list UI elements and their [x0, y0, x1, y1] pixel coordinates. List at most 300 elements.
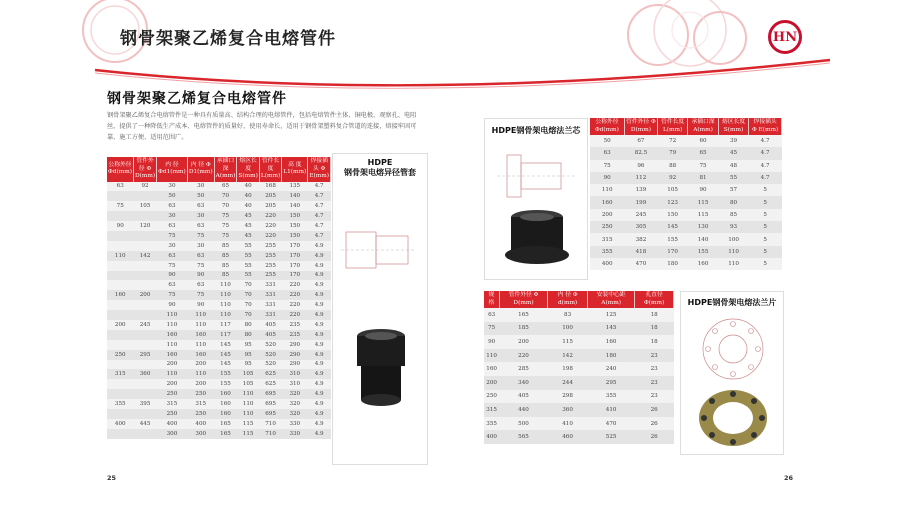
product-subtitle: 钢骨架电熔异径管套	[344, 168, 416, 177]
table-cell: 50	[157, 191, 188, 201]
table-cell: 96	[624, 160, 657, 172]
table-cell: 85	[214, 241, 237, 251]
flange-core-photo	[497, 207, 577, 277]
table-cell: 117	[214, 330, 237, 340]
table-cell: 298	[548, 390, 588, 404]
table-cell	[107, 191, 133, 201]
flange-core-drawing	[487, 145, 587, 205]
table-cell: 400	[157, 419, 188, 429]
table-cell: 185	[499, 322, 547, 336]
table-row	[107, 221, 331, 231]
table-row	[107, 340, 331, 350]
table-cell: 140	[688, 233, 719, 245]
table-cell: 55	[237, 241, 260, 251]
table-cell: 110	[214, 310, 237, 320]
table-cell: 331	[259, 280, 281, 290]
table-row	[107, 350, 331, 360]
table-cell: 405	[259, 330, 281, 340]
table-cell: 110	[237, 399, 260, 409]
table-cell: 355	[590, 246, 624, 258]
table-cell: 63	[484, 308, 499, 322]
table-cell: 55	[237, 261, 260, 271]
table-cell: 90	[187, 271, 214, 281]
table-row	[484, 362, 674, 376]
table-cell: 145	[658, 221, 688, 233]
table-cell: 150	[282, 231, 308, 241]
table-cell: 55	[237, 271, 260, 281]
table-cell: 155	[688, 246, 719, 258]
table-cell	[133, 310, 156, 320]
table-cell: 63	[157, 280, 188, 290]
table-cell: 180	[658, 258, 688, 270]
col-header: 管件长度 L(mm)	[658, 118, 688, 135]
table-row	[107, 182, 331, 192]
table-cell: 75	[484, 322, 499, 336]
table-cell: 4.9	[308, 389, 331, 399]
table-cell: 4.9	[308, 369, 331, 379]
table-cell: 110	[237, 409, 260, 419]
table-cell: 26	[635, 403, 674, 417]
table-cell: 400	[590, 258, 624, 270]
table-row	[107, 320, 331, 330]
table-cell	[107, 300, 133, 310]
spec-table-flange-core	[590, 118, 782, 270]
table-cell: 67	[624, 135, 657, 147]
table-row	[107, 191, 331, 201]
table-cell: 110	[157, 340, 188, 350]
table-cell: 170	[658, 246, 688, 258]
table-cell: 142	[133, 251, 156, 261]
table-cell: 250	[590, 221, 624, 233]
table-cell	[133, 271, 156, 281]
table-cell: 55	[718, 172, 748, 184]
spec-table-reducer	[107, 157, 331, 439]
table-cell: 315	[107, 369, 133, 379]
header-title: 钢骨架聚乙烯复合电熔管件	[120, 29, 336, 49]
table-cell: 200	[484, 376, 499, 390]
table-cell: 295	[133, 350, 156, 360]
table-row	[107, 409, 331, 419]
table-row	[107, 419, 331, 429]
table-cell: 170	[282, 271, 308, 281]
table-cell: 4.7	[308, 231, 331, 241]
table-cell: 85	[214, 251, 237, 261]
table-row	[107, 310, 331, 320]
table-cell: 75	[214, 231, 237, 241]
table-cell: 95	[237, 350, 260, 360]
table-cell: 39	[718, 135, 748, 147]
table-cell: 250	[157, 409, 188, 419]
table-cell: 330	[282, 429, 308, 439]
table-cell: 45	[718, 147, 748, 159]
section-title: 钢骨架聚乙烯复合电熔管件	[107, 91, 287, 107]
table-cell: 200	[157, 379, 188, 389]
reducer-drawing	[336, 214, 426, 284]
table-body	[484, 308, 674, 444]
table-cell: 110	[718, 258, 748, 270]
table-row	[107, 251, 331, 261]
table-row	[107, 399, 331, 409]
table-cell: 30	[187, 211, 214, 221]
table-row	[590, 160, 782, 172]
table-cell: 115	[237, 419, 260, 429]
table-cell	[107, 280, 133, 290]
table-cell: 199	[624, 196, 657, 208]
table-cell: 40	[237, 191, 260, 201]
table-cell: 75	[157, 261, 188, 271]
table-cell: 70	[214, 191, 237, 201]
table-cell: 4.9	[308, 409, 331, 419]
table-cell: 110	[157, 369, 188, 379]
table-cell: 93	[718, 221, 748, 233]
table-cell: 160	[214, 409, 237, 419]
col-header: 管件长度 L(mm)	[259, 157, 281, 182]
table-row	[590, 221, 782, 233]
table-cell: 150	[282, 221, 308, 231]
table-header-row	[590, 118, 782, 135]
table-cell: 50	[187, 191, 214, 201]
table-cell: 170	[282, 241, 308, 251]
table-cell: 200	[590, 209, 624, 221]
table-cell: 4.9	[308, 241, 331, 251]
table-cell: 110	[214, 300, 237, 310]
table-cell: 285	[499, 362, 547, 376]
table-cell: 170	[282, 251, 308, 261]
table-row	[107, 211, 331, 221]
table-cell: 105	[133, 201, 156, 211]
table-cell: 45	[237, 231, 260, 241]
table-cell: 110	[157, 320, 188, 330]
table-cell: 445	[133, 419, 156, 429]
table-cell: 155	[658, 233, 688, 245]
table-cell: 63	[157, 221, 188, 231]
table-cell: 355	[107, 399, 133, 409]
table-row	[107, 300, 331, 310]
table-cell: 355	[484, 417, 499, 431]
table-cell: 300	[157, 429, 188, 439]
table-cell: 4.9	[308, 399, 331, 409]
table-cell: 695	[259, 409, 281, 419]
table-cell: 250	[187, 389, 214, 399]
table-cell: 145	[214, 340, 237, 350]
table-cell: 75	[187, 261, 214, 271]
table-cell: 220	[259, 211, 281, 221]
table-cell	[133, 261, 156, 271]
table-cell: 40	[237, 201, 260, 211]
table-cell: 92	[658, 172, 688, 184]
table-cell: 220	[259, 221, 281, 231]
table-cell: 90	[484, 335, 499, 349]
table-cell: 75	[214, 221, 237, 231]
table-cell: 150	[658, 209, 688, 221]
table-cell	[133, 429, 156, 439]
table-cell	[107, 409, 133, 419]
table-cell: 250	[484, 390, 499, 404]
table-cell	[133, 300, 156, 310]
section-intro: 钢骨架聚乙烯复合电熔管件是一种具有质量高、结构合理的电熔管件，包括电熔管件主体、铜电极、观察孔、电阻丝，提供了一种降低生产成本、电熔管件的质量好、使用寿命长，适用于钢骨架塑料复合管道的连接，熔接牢固可靠、施工方便、适用范围广。	[107, 112, 417, 141]
table-row	[484, 335, 674, 349]
table-cell	[133, 241, 156, 251]
table-cell: 4.9	[308, 310, 331, 320]
table-cell: 331	[259, 290, 281, 300]
table-cell: 360	[133, 369, 156, 379]
table-cell	[133, 409, 156, 419]
table-cell: 160	[157, 330, 188, 340]
table-cell: 155	[214, 379, 237, 389]
table-cell: 168	[259, 182, 281, 192]
table-cell: 315	[157, 399, 188, 409]
table-cell: 4.9	[308, 360, 331, 370]
table-cell: 110	[157, 310, 188, 320]
table-cell: 112	[624, 172, 657, 184]
table-cell: 4.7	[749, 135, 782, 147]
table-cell	[107, 379, 133, 389]
table-cell: 110	[187, 310, 214, 320]
table-cell: 4.7	[749, 147, 782, 159]
col-header: 承插口深 A(mm)	[688, 118, 719, 135]
table-cell: 710	[259, 429, 281, 439]
table-row	[590, 184, 782, 196]
table-cell: 165	[214, 429, 237, 439]
table-cell: 382	[624, 233, 657, 245]
table-cell: 160	[214, 399, 237, 409]
table-cell: 110	[590, 184, 624, 196]
table-cell: 105	[658, 184, 688, 196]
table-cell	[133, 211, 156, 221]
table-cell: 85	[214, 271, 237, 281]
table-row	[107, 201, 331, 211]
col-header: 焊接插头 Φ E(mm)	[749, 118, 782, 135]
table-cell: 90	[157, 300, 188, 310]
table-row	[107, 271, 331, 281]
table-cell: 75	[187, 290, 214, 300]
table-cell: 625	[259, 379, 281, 389]
table-cell: 235	[282, 330, 308, 340]
table-cell: 100	[548, 322, 588, 336]
flange-plate-drawing	[698, 314, 768, 384]
table-cell: 140	[282, 191, 308, 201]
table-cell: 300	[187, 429, 214, 439]
table-cell: 320	[282, 409, 308, 419]
table-cell: 4.7	[749, 172, 782, 184]
table-cell	[133, 330, 156, 340]
table-row	[590, 147, 782, 159]
table-cell: 160	[187, 350, 214, 360]
table-cell: 75	[107, 201, 133, 211]
table-cell: 400	[484, 430, 499, 444]
col-header: 安装中心距 A(mm)	[587, 291, 634, 308]
table-cell: 4.7	[308, 191, 331, 201]
col-header: 管件外径 Φ D(mm)	[133, 157, 156, 182]
table-row	[590, 172, 782, 184]
table-cell: 160	[587, 335, 634, 349]
table-cell: 65	[688, 147, 719, 159]
table-row	[107, 429, 331, 439]
table-cell: 4.9	[308, 261, 331, 271]
table-cell: 4.9	[308, 350, 331, 360]
table-cell: 88	[658, 160, 688, 172]
table-row	[484, 376, 674, 390]
table-cell: 160	[484, 362, 499, 376]
table-cell: 4.9	[308, 379, 331, 389]
table-cell: 18	[635, 322, 674, 336]
table-cell	[133, 379, 156, 389]
table-cell	[107, 360, 133, 370]
table-cell: 205	[259, 201, 281, 211]
table-cell: 255	[259, 271, 281, 281]
table-cell: 200	[133, 290, 156, 300]
table-cell: 85	[214, 261, 237, 271]
table-cell: 418	[624, 246, 657, 258]
table-cell: 23	[635, 376, 674, 390]
page-number-right: 26	[784, 474, 794, 482]
page-number-left: 25	[107, 474, 117, 482]
table-cell: 160	[590, 196, 624, 208]
table-cell	[107, 241, 133, 251]
table-cell: 95	[237, 360, 260, 370]
table-cell: 220	[282, 300, 308, 310]
table-cell: 290	[282, 340, 308, 350]
col-header: 熔区长度 S(mm)	[718, 118, 748, 135]
table-cell: 90	[688, 184, 719, 196]
table-cell: 50	[590, 135, 624, 147]
table-cell: 470	[624, 258, 657, 270]
table-cell: 80	[718, 196, 748, 208]
table-cell: 198	[548, 362, 588, 376]
table-cell: 320	[282, 389, 308, 399]
table-cell	[107, 330, 133, 340]
table-cell	[107, 271, 133, 281]
col-header: 孔直径 Φ(mm)	[635, 291, 674, 308]
table-cell: 81	[688, 172, 719, 184]
table-cell: 70	[214, 201, 237, 211]
table-row	[484, 403, 674, 417]
product-title: HDPE钢骨架电熔法兰芯	[491, 126, 581, 135]
table-cell	[133, 191, 156, 201]
table-cell: 520	[259, 360, 281, 370]
table-cell: 18	[635, 308, 674, 322]
table-cell: 105	[237, 369, 260, 379]
table-cell: 165	[214, 419, 237, 429]
table-cell: 110	[237, 389, 260, 399]
table-cell: 75	[688, 160, 719, 172]
table-cell: 26	[635, 417, 674, 431]
table-cell: 123	[658, 196, 688, 208]
table-cell: 45	[237, 211, 260, 221]
table-cell: 410	[548, 417, 588, 431]
table-cell: 180	[587, 349, 634, 363]
table-cell: 240	[587, 362, 634, 376]
table-cell: 5	[749, 246, 782, 258]
table-cell: 4.9	[308, 429, 331, 439]
table-cell	[107, 231, 133, 241]
table-cell: 110	[107, 251, 133, 261]
table-cell: 5	[749, 196, 782, 208]
table-row	[107, 330, 331, 340]
table-cell: 340	[499, 376, 547, 390]
table-cell: 70	[237, 290, 260, 300]
table-cell: 145	[214, 360, 237, 370]
table-cell: 5	[749, 209, 782, 221]
table-cell: 145	[587, 322, 634, 336]
product-title: HDPE钢骨架电熔法兰片	[687, 298, 777, 307]
table-cell: 63	[157, 201, 188, 211]
table-cell: 4.7	[308, 221, 331, 231]
table-cell: 360	[548, 403, 588, 417]
table-cell: 520	[259, 350, 281, 360]
table-row	[590, 209, 782, 221]
table-cell: 4.9	[308, 419, 331, 429]
col-header: 内 径 Φ D1(mm)	[187, 157, 214, 182]
table-row	[484, 308, 674, 322]
col-header: 高 度 L1(mm)	[282, 157, 308, 182]
table-cell: 400	[187, 419, 214, 429]
table-cell	[107, 310, 133, 320]
table-row	[107, 231, 331, 241]
table-row	[107, 369, 331, 379]
table-cell: 125	[587, 308, 634, 322]
table-cell: 625	[259, 369, 281, 379]
table-cell: 57	[718, 184, 748, 196]
table-cell: 75	[157, 231, 188, 241]
table-cell: 142	[548, 349, 588, 363]
table-row	[484, 390, 674, 404]
table-cell: 135	[282, 182, 308, 192]
table-cell: 63	[107, 182, 133, 192]
table-cell: 331	[259, 300, 281, 310]
table-cell: 220	[282, 280, 308, 290]
table-cell	[107, 340, 133, 350]
company-logo	[768, 20, 802, 54]
table-cell: 70	[237, 280, 260, 290]
table-cell: 75	[214, 211, 237, 221]
spec-table-flange-plate	[484, 291, 674, 444]
table-cell: 525	[587, 430, 634, 444]
table-cell: 710	[259, 419, 281, 429]
table-cell: 80	[237, 320, 260, 330]
table-cell: 220	[259, 231, 281, 241]
table-cell: 160	[688, 258, 719, 270]
table-cell: 331	[259, 310, 281, 320]
table-cell: 105	[237, 379, 260, 389]
table-cell: 63	[187, 201, 214, 211]
table-cell: 60	[688, 135, 719, 147]
table-cell: 160	[107, 290, 133, 300]
table-cell: 4.7	[308, 211, 331, 221]
table-cell: 250	[187, 409, 214, 419]
product-title: HDPE	[367, 158, 393, 167]
col-header: 规 格	[484, 291, 499, 308]
table-cell: 139	[624, 184, 657, 196]
table-cell: 200	[499, 335, 547, 349]
product-card-reducer	[332, 153, 428, 465]
table-cell: 30	[187, 241, 214, 251]
table-cell: 4.9	[308, 330, 331, 340]
table-row	[107, 389, 331, 399]
table-cell: 160	[187, 330, 214, 340]
col-header: 管件外径 Φ D(mm)	[499, 291, 547, 308]
table-cell: 115	[688, 209, 719, 221]
table-cell: 255	[259, 251, 281, 261]
table-cell: 110	[214, 290, 237, 300]
table-cell: 170	[282, 261, 308, 271]
table-cell: 65	[214, 182, 237, 192]
table-cell: 4.9	[308, 271, 331, 281]
table-cell: 100	[718, 233, 748, 245]
table-cell: 460	[548, 430, 588, 444]
table-cell: 315	[590, 233, 624, 245]
table-row	[590, 258, 782, 270]
